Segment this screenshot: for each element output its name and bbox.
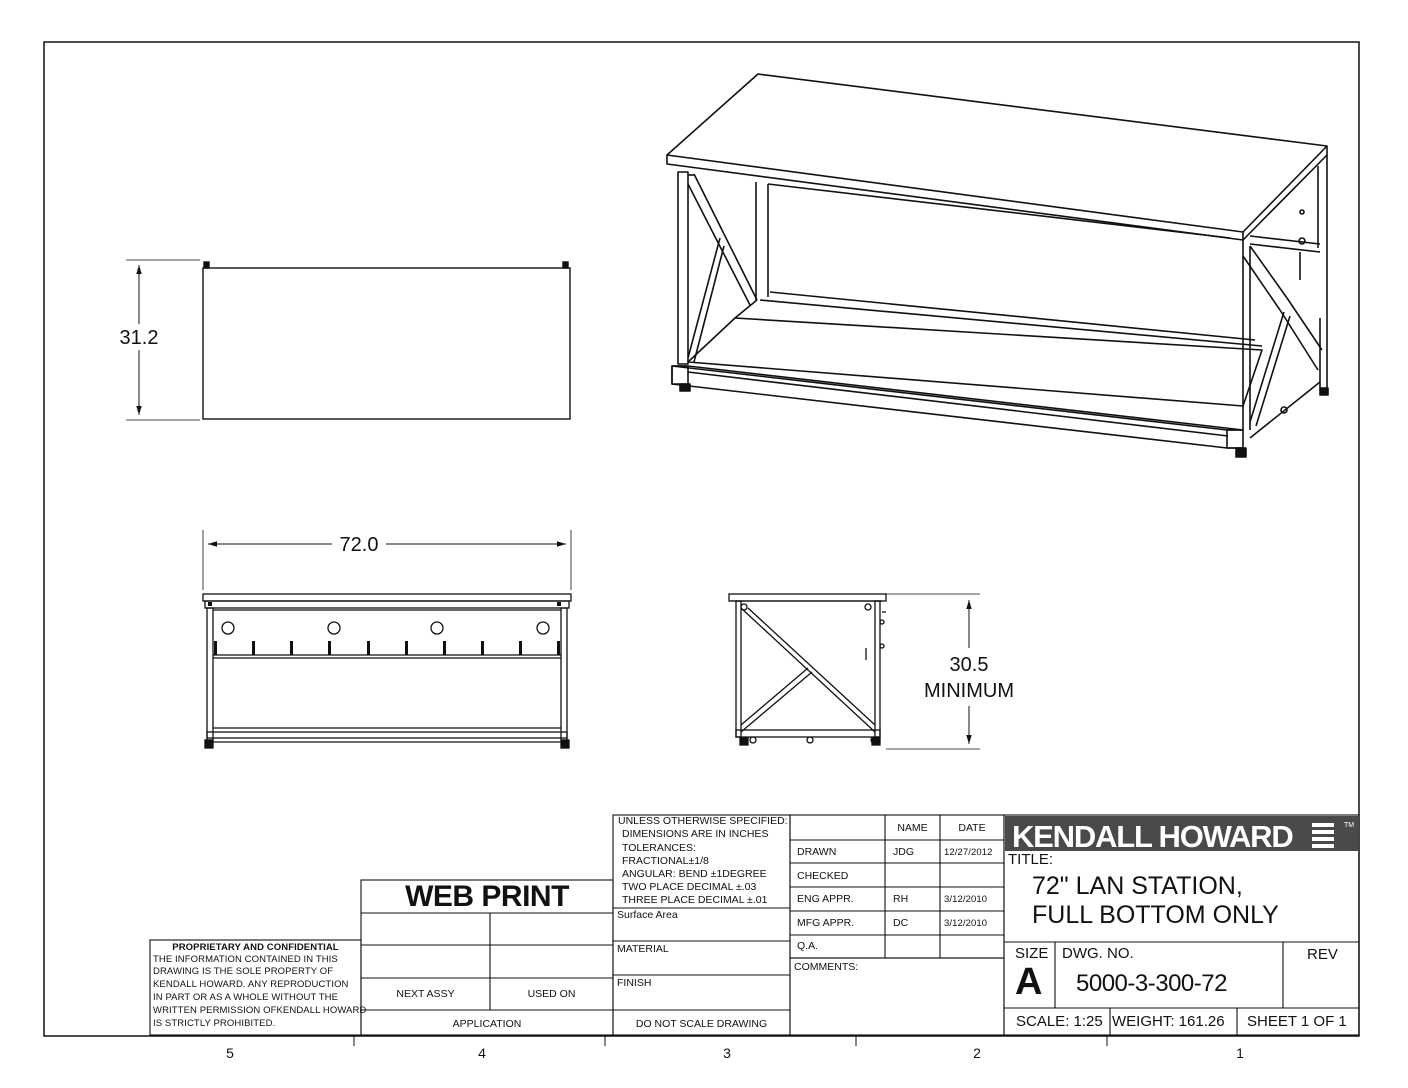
proprietary-line: THE INFORMATION CONTAINED IN THIS bbox=[153, 954, 338, 965]
width-dimension-label: 72.0 bbox=[339, 534, 379, 556]
tolerance-line: FRACTIONAL±1/8 bbox=[622, 855, 709, 867]
tolerance-line: DIMENSIONS ARE IN INCHES bbox=[622, 828, 769, 840]
drawing-number-label: DWG. NO. bbox=[1062, 945, 1134, 962]
approval-row-date: 3/12/2010 bbox=[944, 894, 988, 905]
tolerance-line: UNLESS OTHERWISE SPECIFIED: bbox=[618, 815, 788, 827]
used-on-label: USED ON bbox=[527, 988, 576, 1000]
isometric-view bbox=[667, 74, 1328, 457]
revision-label: REV bbox=[1307, 946, 1338, 963]
tolerance-line: TOLERANCES: bbox=[622, 842, 696, 854]
zone-label-4: 4 bbox=[478, 1045, 486, 1061]
approvals-name-header: NAME bbox=[897, 822, 928, 834]
approval-row-label: MFG APPR. bbox=[797, 917, 855, 929]
comments-label: COMMENTS: bbox=[794, 961, 859, 973]
proprietary-line: IS STRICTLY PROHIBITED. bbox=[153, 1018, 276, 1029]
approval-row-name: JDG bbox=[893, 846, 914, 858]
weight-value: WEIGHT: 161.26 bbox=[1112, 1013, 1225, 1030]
tolerance-line: ANGULAR: BEND ±1DEGREE bbox=[622, 868, 767, 880]
proprietary-line: IN PART OR AS A WHOLE WITHOUT THE bbox=[153, 992, 339, 1003]
approval-row-date: 12/27/2012 bbox=[944, 847, 993, 858]
application-label: APPLICATION bbox=[452, 1018, 522, 1030]
zone-label-2: 2 bbox=[973, 1045, 981, 1061]
surface-area-label: Surface Area bbox=[617, 909, 678, 921]
tolerance-line: THREE PLACE DECIMAL ±.01 bbox=[622, 894, 768, 906]
approval-row-label: Q.A. bbox=[797, 940, 819, 952]
trademark-mark: TM bbox=[1344, 822, 1355, 829]
scale-value: SCALE: 1:25 bbox=[1016, 1013, 1103, 1030]
side-view bbox=[729, 594, 980, 749]
top-view bbox=[126, 260, 570, 420]
proprietary-line: WRITTEN PERMISSION OFKENDALL HOWARD bbox=[153, 1005, 367, 1016]
drawing-title-line-1: 72" LAN STATION, bbox=[1032, 872, 1243, 900]
next-assy-label: NEXT ASSY bbox=[396, 988, 455, 1000]
sheet-count: SHEET 1 OF 1 bbox=[1247, 1013, 1347, 1030]
proprietary-line: KENDALL HOWARD. ANY REPRODUCTION bbox=[153, 979, 349, 990]
sheet-size-value: A bbox=[1015, 961, 1043, 1003]
zone-label-5: 5 bbox=[226, 1045, 234, 1061]
approval-row-label: DRAWN bbox=[797, 846, 837, 858]
side-dimension-note: MINIMUM bbox=[924, 680, 1014, 702]
tolerance-line: TWO PLACE DECIMAL ±.03 bbox=[622, 881, 757, 893]
material-label: MATERIAL bbox=[617, 943, 669, 955]
size-label: SIZE bbox=[1015, 945, 1049, 962]
approvals-date-header: DATE bbox=[958, 822, 986, 834]
company-logo: KENDALL HOWARD bbox=[1012, 819, 1293, 854]
approval-row-label: CHECKED bbox=[797, 870, 849, 882]
do-not-scale-label: DO NOT SCALE DRAWING bbox=[635, 1018, 768, 1030]
proprietary-line: DRAWING IS THE SOLE PROPERTY OF bbox=[153, 966, 334, 977]
height-dimension-label: 31.2 bbox=[119, 327, 159, 349]
web-print-stamp: WEB PRINT bbox=[405, 880, 569, 913]
approval-row-label: ENG APPR. bbox=[797, 893, 854, 905]
approval-row-date: 3/12/2010 bbox=[944, 918, 988, 929]
side-dimension-value: 30.5 bbox=[949, 654, 989, 676]
approval-row-name: DC bbox=[893, 917, 909, 929]
title-label: TITLE: bbox=[1008, 851, 1054, 868]
front-view bbox=[203, 530, 571, 748]
zone-label-1: 1 bbox=[1236, 1045, 1244, 1061]
approval-row-name: RH bbox=[893, 893, 909, 905]
zone-labels bbox=[226, 1045, 1244, 1061]
drawing-title-line-2: FULL BOTTOM ONLY bbox=[1032, 901, 1279, 929]
zone-label-3: 3 bbox=[723, 1045, 731, 1061]
drawing-number: 5000-3-300-72 bbox=[1076, 970, 1227, 997]
finish-label: FINISH bbox=[617, 977, 652, 989]
proprietary-heading: PROPRIETARY AND CONFIDENTIAL bbox=[172, 942, 339, 953]
